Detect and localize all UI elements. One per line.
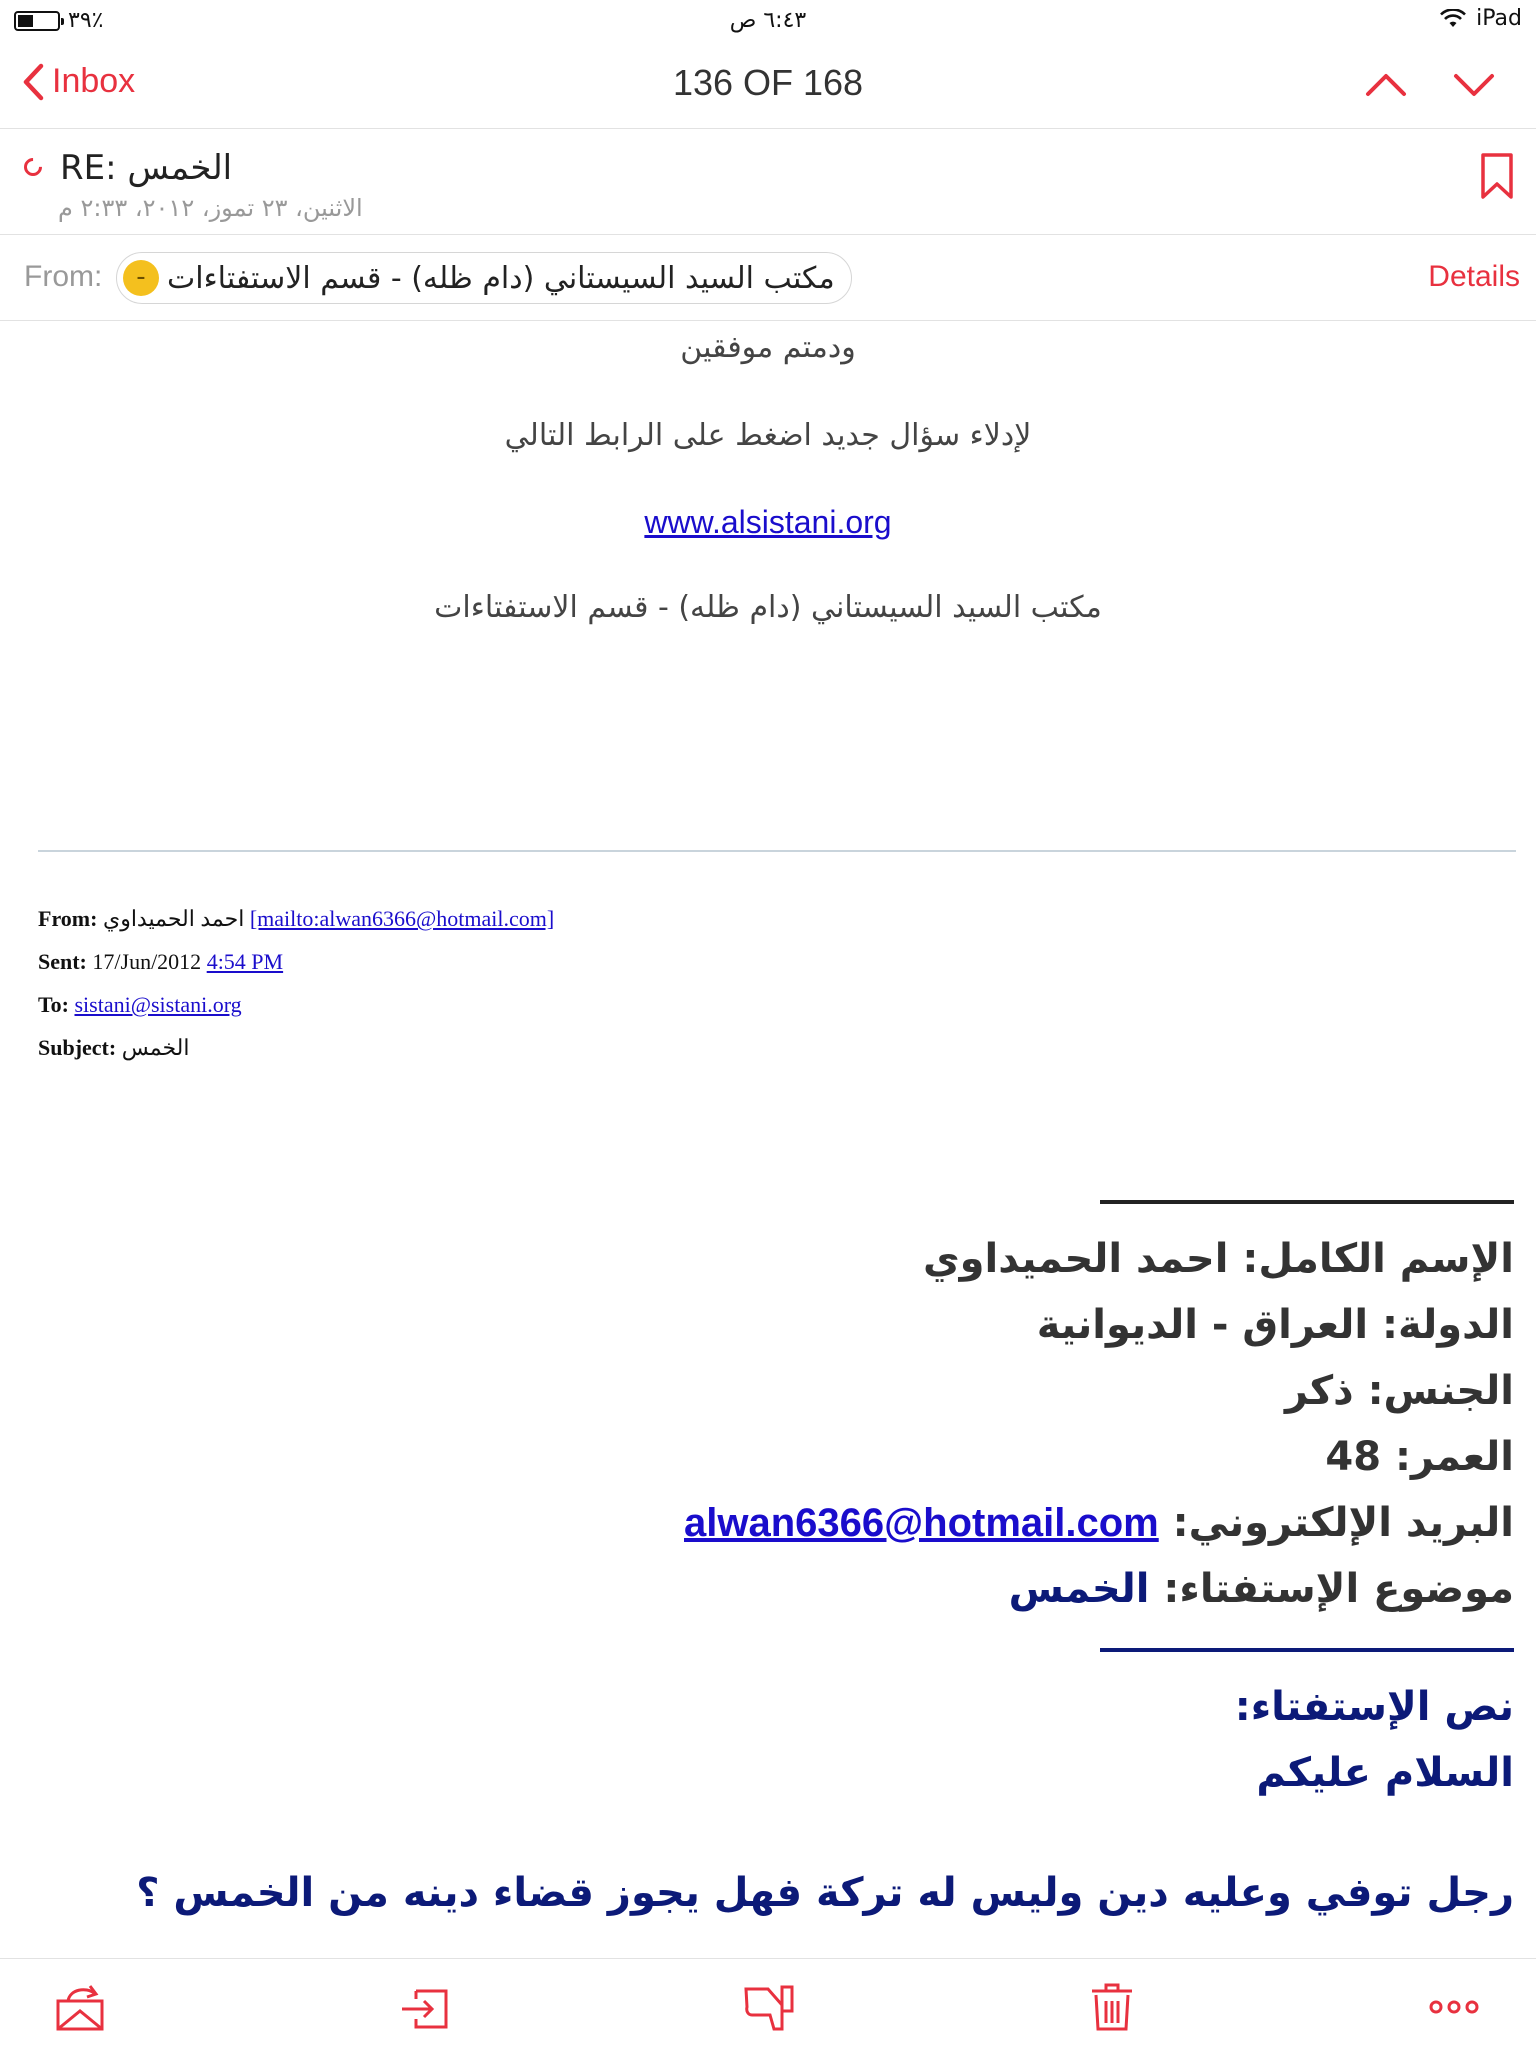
quoted-sent-time[interactable]: 4:54 PM [206,949,284,974]
quoted-to-label: To: [38,992,69,1017]
quoted-from [38,906,554,932]
form-country-label: الدولة: [1382,1302,1514,1348]
battery-percent: ٣٩٪ [68,8,104,33]
form-age-label: العمر: [1394,1434,1514,1480]
form-greeting: السلام عليكم [1256,1750,1514,1796]
website-link[interactable]: www.alsistani.org [644,504,892,540]
quoted-sent-date: 17/Jun/2012 [92,949,202,974]
form-question: رجل توفي وعليه دين وليس له تركة فهل يجوز قضاء دينه من الخمس ؟ [136,1870,1514,1916]
quoted-subject [38,1035,190,1061]
form-greeting-row [44,1750,1514,1796]
form-gender-row [44,1368,1514,1414]
quoted-from-mailto[interactable]: [mailto:alwan6366@hotmail.com] [249,906,555,931]
sender-chip[interactable] [116,252,852,304]
form-mid-rule [1100,1648,1514,1652]
form-question-row [44,1870,1514,1916]
bottom-toolbar [0,1958,1536,2049]
from-row [0,234,1536,321]
device-group [1440,6,1522,31]
quote-divider [38,850,1516,852]
form-name-row [44,1236,1514,1282]
reply-icon[interactable] [50,1981,110,2033]
form-email-label: البريد الإلكتروني: [1172,1500,1514,1546]
sender-avatar: - [123,260,159,296]
quoted-sent [38,949,283,975]
message-date: الاثنين، ٢٣ تموز، ٢٠١٢، ٢:٣٣ م [58,194,363,222]
details-link[interactable]: Details [1428,260,1520,293]
wifi-icon [1440,9,1466,29]
form-top-rule [1100,1200,1514,1204]
reply-signature: مكتب السيد السيستاني (دام ظله) - قسم الاستفتاءات [434,590,1102,625]
form-topic-label: موضوع الإستفتاء: [1163,1566,1514,1612]
quoted-subject-value: الخمس [121,1035,190,1060]
form-topic-row [44,1566,1514,1612]
form-age-row [44,1434,1514,1480]
nav-bar [0,42,1536,129]
form-age-value: 48 [1325,1434,1382,1480]
move-icon[interactable] [396,1981,456,2033]
website-link-row [0,504,1536,541]
quoted-from-label: From: [38,906,98,931]
quoted-from-name: احمد الحميداوي [102,906,245,931]
form-topic-value: الخمس [1008,1566,1150,1612]
form-question-label: نص الإستفتاء: [1234,1684,1514,1730]
bookmark-icon[interactable] [1480,152,1514,200]
form-question-label-row [44,1684,1514,1730]
form-email-row [44,1500,1514,1546]
form-gender-label: الجنس: [1367,1368,1514,1414]
trash-icon[interactable] [1082,1981,1142,2033]
status-bar [0,0,1536,42]
from-label: From: [24,260,103,293]
quoted-to [38,992,242,1018]
reply-instruction: لإدلاء سؤال جديد اضغط على الرابط التالي [504,418,1032,453]
form-name-label: الإسم الكامل: [1242,1236,1514,1282]
chevron-up-icon[interactable] [1364,64,1408,104]
message-subject: RE: الخمس [60,148,233,188]
more-icon[interactable] [1424,1981,1484,2033]
spam-icon[interactable] [738,1981,798,2033]
quoted-to-email[interactable]: sistani@sistani.org [74,992,242,1017]
back-label: Inbox [52,62,136,100]
form-email-value[interactable]: alwan6366@hotmail.com [684,1501,1159,1545]
status-time: ٦:٤٣ ص [729,8,807,33]
subject-header [0,128,1536,235]
form-country-value: العراق - الديوانية [1036,1302,1369,1348]
form-name-value: احمد الحميداوي [923,1236,1229,1282]
quoted-sent-label: Sent: [38,949,87,974]
sender-name: مكتب السيد السيستاني (دام ظله) - قسم الاستفتاءات [167,260,835,296]
message-nav-arrows [1364,64,1496,104]
quoted-subject-label: Subject: [38,1035,117,1060]
message-position: 136 OF 168 [672,62,864,103]
form-gender-value: ذكر [1284,1368,1354,1414]
device-name: iPad [1476,6,1522,31]
unread-indicator-icon[interactable] [20,154,45,179]
reply-closing: ودمتم موفقين [680,330,856,365]
form-country-row [44,1302,1514,1348]
chevron-down-icon[interactable] [1452,64,1496,104]
